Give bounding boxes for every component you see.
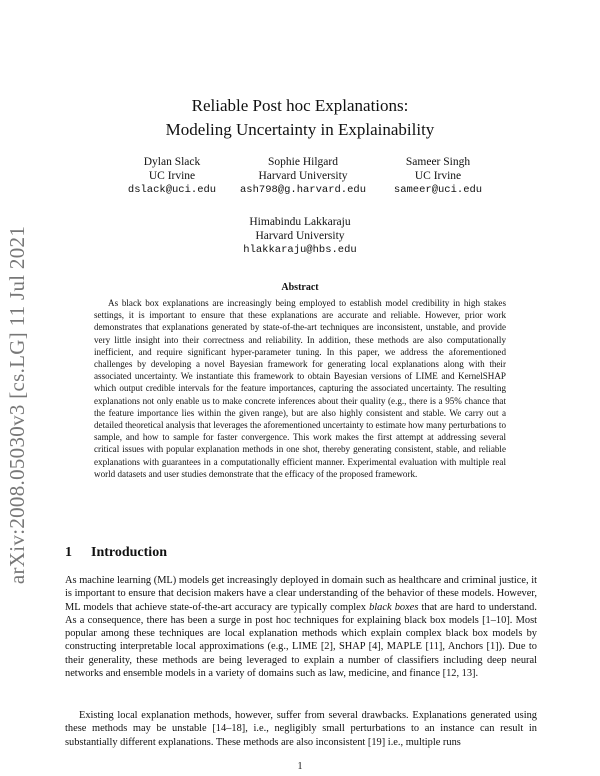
section-number: 1 [65,545,72,560]
author-block [200,215,400,257]
paragraph-text: As machine learning (ML) models get increasingly deployed in domain such as healthcare and criminal justice, it is important to ensure that decision makers have a clear understanding of the behavior of these models. However, ML models that achieve state-of-the-art accuracy are typically complex [65,575,537,613]
author-name: Himabindu Lakkaraju [249,216,351,228]
section-heading [65,545,167,561]
author-name: Sameer Singh [405,156,471,168]
paper-title [0,94,600,142]
author-block [338,155,538,197]
author-affiliation: Harvard University [258,170,348,182]
title-line-2: Modeling Uncertainty in Explainability [165,120,435,139]
abstract-text: As black box explanations are increasingly being employed to establish model credibility in high stakes settings, it is important to ensure that these explanations are accurate and reliable. However, prior work demonstrates that explanations generated by state-of-the-art techniques are inconsistent, unstable, and provide very little insight into their correctness and reliability. In addition, these methods are also computationally inefficient, and require significant hyper-parameter tuning. In this paper, we address the aforementioned challenges by developing a novel Bayesian framework for generating local explanations along with their associated uncertainty. We instantiate this framework to obtain Bayesian versions of LIME and KernelSHAP which output credible intervals for the feature importances, capturing the associated uncertainty. The resulting explanations not only enable us to make concrete inferences about their quality (e.g., there is a 95% chance that the feature importance lies within the given range), but are also highly consistent and stable. We carry out a detailed theoretical analysis that leverages the aforementioned uncertainty to estimate how many perturbations to sample, and how to sample for faster convergence. This work makes the first attempt at addressing several critical issues with popular explanation methods in one shot, thereby generating consistent, stable, and reliable explanations with guarantees in a computationally efficient manner. Experimental evaluation with multiple real world datasets and user studies demonstrate that the efficacy of the proposed framework. [94,298,506,479]
paragraph-text: that are hard to understand. As a consequence, there has been a surge in post hoc techniques for explaining black box models [1–10]. Most popular among these techniques are local explanation methods which explain complex black box models by constructing interpretable local approximations (e.g., LIME [2], SHAP [4], MAPLE [11], Anchors [1]). Due to their generality, these methods are being leveraged to explain a number of classifiers including deep neural networks and ensemble models in a variety of domains such as law, medicine, and finance [12, 13]. [65,601,537,680]
section-title: Introduction [91,545,167,560]
author-email[interactable]: ash798@g.harvard.edu [239,184,367,196]
intro-paragraph-2: Existing local explanation methods, however, suffer from several drawbacks. Explanations generated using these methods may be unstable [14–18], i.e., negligibly small perturbations to an instance can result in substantially different explanations. These methods are also inconsistent [19] i.e., multiple runs [65,710,537,748]
author-name: Dylan Slack [143,156,201,168]
page-number: 1 [297,761,303,772]
author-email[interactable]: dslack@uci.edu [127,184,217,196]
author-affiliation: UC Irvine [414,170,462,182]
author-affiliation: Harvard University [255,230,345,242]
author-name: Sophie Hilgard [268,156,338,168]
abstract-heading: Abstract [281,282,319,293]
author-email[interactable]: hlakkaraju@hbs.edu [243,244,357,256]
intro-paragraph-1 [65,574,537,680]
emphasized-text: black boxes [369,601,419,613]
title-line-1: Reliable Post hoc Explanations: [191,96,409,115]
author-affiliation: UC Irvine [148,170,196,182]
arxiv-identifier-stamp: arXiv:2008.05030v3 [cs.LG] 11 Jul 2021 [5,225,29,585]
author-email[interactable]: sameer@uci.edu [393,184,483,196]
